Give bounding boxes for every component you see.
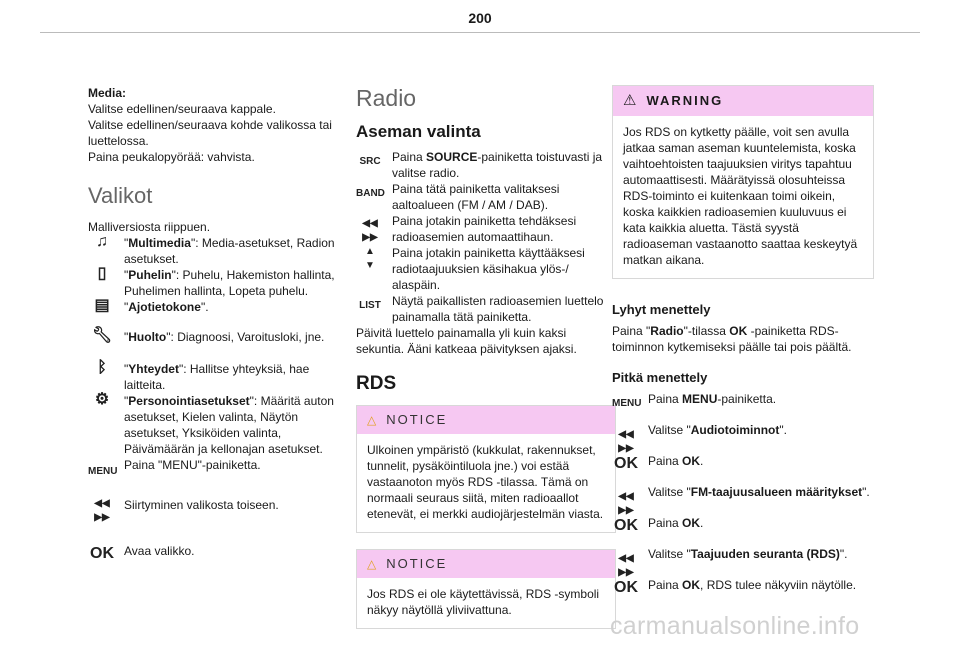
media-line: Paina peukalopyörää: vahvista. xyxy=(88,150,255,164)
step-6: ◀◀ ▶▶ Valitse "Taajuuden seuranta (RDS)". xyxy=(612,546,874,577)
notice-box-1 xyxy=(356,405,616,533)
ok-button-icon: OK xyxy=(614,455,638,472)
phone-icon: ▯ xyxy=(97,265,107,282)
notice-triangle-icon: △ xyxy=(367,413,377,427)
menu-item-personointi: ⚙ "Personointiasetukset": Määritä auton asetukset, Kielen valinta, Näytön asetukset, Yksiköiden valinta, Päivämäärän ja kellonajan asetukset. xyxy=(88,393,336,457)
step-1: MENU Paina MENU-painiketta. xyxy=(612,392,777,409)
seek-instruction: ◀◀ ▶▶ Paina jotakin painiketta tehdäksesi radioasemien automaattihaun. xyxy=(356,213,616,245)
source-instruction: SRC Paina SOURCE-painiketta toistuvasti ja valitse radio. xyxy=(356,149,616,181)
aseman-heading: Aseman valinta xyxy=(356,122,481,141)
rds-heading: RDS xyxy=(356,373,397,394)
page-number: 200 xyxy=(468,10,492,26)
step-2: ◀◀ ▶▶ Valitse "Audiotoiminnot". xyxy=(612,422,874,453)
lyhyt-heading: Lyhyt menettely xyxy=(612,302,711,317)
refresh-text: Päivitä luettelo painamalla yli kuin kaksi sekuntia. Ääni katkeaa päivityksen ajaksi. xyxy=(356,326,577,356)
menu-item-ajotietokone: ▤ "Ajotietokone". xyxy=(88,299,336,315)
step-5: OK Paina OK. xyxy=(614,516,704,534)
valikot-heading: Valikot xyxy=(88,183,153,208)
seek-arrows-icon: ◀◀ ▶▶ xyxy=(362,218,378,243)
step-3: OK Paina OK. xyxy=(614,454,704,472)
column-1 xyxy=(88,85,336,561)
ok-button-icon: OK xyxy=(614,517,638,534)
notice-text-2: Jos RDS ei ole käytettävissä, RDS -symboli näkyy näytöllä yliviivattuna. xyxy=(367,587,600,617)
step-7: OK Paina OK, RDS tulee näkyviin näytölle. xyxy=(614,578,857,596)
menu-instruction: MENU Paina "MENU"-painiketta. xyxy=(88,458,261,477)
step-4: ◀◀ ▶▶ Valitse "FM-taajuusalueen määritykset". xyxy=(612,484,874,515)
seek-arrows-icon: ◀◀ ▶▶ xyxy=(618,553,634,578)
menu-item-huolto: 🔧︎ "Huolto": Diagnoosi, Varoitusloki, jne. xyxy=(88,329,336,345)
band-button-icon: BAND xyxy=(356,188,385,199)
media-line: Valitse edellinen/seuraava kohde valikossa tai luettelossa. xyxy=(88,118,332,148)
ok-instruction: OK Avaa valikko. xyxy=(90,544,195,562)
column-3 xyxy=(612,85,874,608)
ok-button-icon: OK xyxy=(614,579,638,596)
multimedia-icon: ♫ xyxy=(96,233,108,250)
media-line: Valitse edellinen/seuraava kappale. xyxy=(88,102,276,116)
list-button-icon: LIST xyxy=(359,300,381,311)
settings-icon: ⚙ xyxy=(94,391,110,408)
car-computer-icon: ▤ xyxy=(94,297,110,314)
bluetooth-icon: ᛒ xyxy=(97,359,107,376)
menu-item-yhteydet: ᛒ "Yhteydet": Hallitse yhteyksiä, hae laitteita. xyxy=(88,361,336,393)
notice-box-2 xyxy=(356,549,616,629)
seek-arrows-icon: ◀◀ ▶▶ xyxy=(618,429,634,454)
band-instruction: BAND Paina tätä painiketta valitaksesi aaltoalueen (FM / AM / DAB). xyxy=(356,182,560,212)
wrench-icon: 🔧︎ xyxy=(91,327,113,344)
notice-triangle-icon: △ xyxy=(367,557,377,571)
notice-text-1: Ulkoinen ympäristö (kukkulat, rakennukset, tunnelit, pysäköintiluola jne.) voi estää vastaanoton myös RDS -tilassa. Tämä on normaali seuraus siitä, miten radioaallot etenevät, ei merkki audiojärjestelmän viasta. xyxy=(367,443,604,521)
updown-instruction: ▲ ▼ Paina jotakin painiketta käyttääksesi radiotaajuuksien käsihakua ylös-/ alaspäin. xyxy=(356,245,616,293)
watermark: carmanualsonline.info xyxy=(610,612,860,640)
notice-label: NOTICE xyxy=(386,412,448,427)
valikot-intro: Malliversiosta riippuen. xyxy=(88,220,211,234)
radio-heading: Radio xyxy=(356,85,417,111)
seek-arrows-icon: ◀◀ ▶▶ xyxy=(618,491,634,516)
list-instruction: LIST Näytä paikallisten radioasemien luettelo painamalla tätä painiketta. xyxy=(356,293,616,325)
top-divider xyxy=(40,32,920,33)
warning-text: Jos RDS on kytketty päälle, voit sen avulla jatkaa saman aseman kuuntelemista, koska vaihtoehtoisten taajuuksien viritys tapahtuu automaattisesti. Määrätyissä olosuhteissa RDS-toiminto ei kuitenkaan toimi oikein, koska kaikkien radioasemien kuuluvuus ei kata kaikkia aluetta. Tästä syystä radioaseman vastaanotto saattaa keskeytyä matkan aikana. xyxy=(623,125,858,267)
menu-button-icon: MENU xyxy=(612,398,642,409)
warning-triangle-icon: ⚠ xyxy=(623,92,637,109)
media-title: Media: xyxy=(88,86,127,100)
menu-item-multimedia: ♫ "Multimedia": Media-asetukset, Radion asetukset. xyxy=(88,235,336,267)
seek-arrows-icon: ◀◀ ▶▶ xyxy=(94,498,110,523)
lyhyt-text: Paina "Radio"-tilassa OK -painiketta RDS-toiminnon kytkemiseksi päälle tai pois päältä. xyxy=(612,324,852,354)
ok-button-icon: OK xyxy=(90,545,114,562)
notice-label: NOTICE xyxy=(386,556,448,571)
up-down-arrows-icon: ▲ ▼ xyxy=(365,246,375,271)
menu-item-puhelin: ▯ "Puhelin": Puhelu, Hakemiston hallinta, Puhelimen hallinta, Lopeta puhelu. xyxy=(88,267,336,299)
pitka-heading: Pitkä menettely xyxy=(612,370,708,385)
menu-button-icon: MENU xyxy=(88,466,118,477)
column-2 xyxy=(356,85,616,629)
warning-label: WARNING xyxy=(646,93,724,108)
move-instruction: ◀◀ ▶▶ Siirtyminen valikosta toiseen. xyxy=(88,497,336,525)
warning-box xyxy=(612,85,874,279)
source-button-icon: SRC xyxy=(359,156,381,167)
